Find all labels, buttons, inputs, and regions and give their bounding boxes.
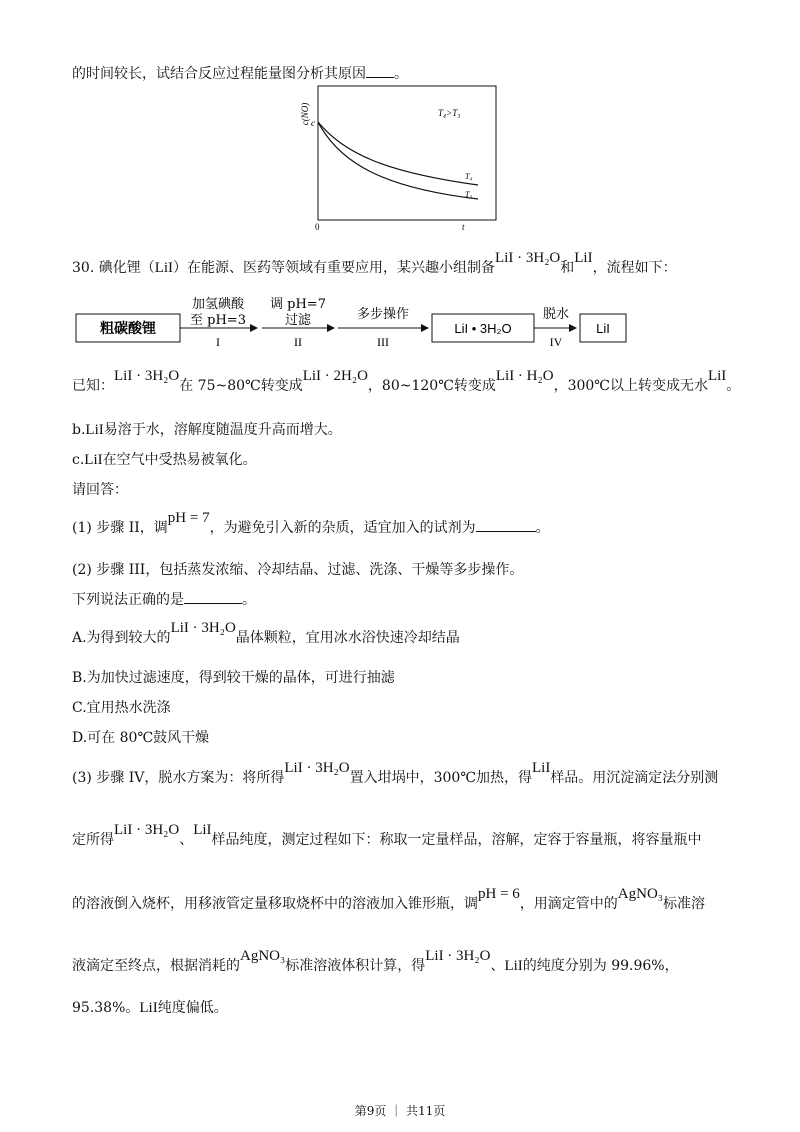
formula-lii-3h2o: LiI · 3H₂O bbox=[284, 760, 350, 776]
formula-ph7: pH = 7 bbox=[167, 510, 210, 526]
graph-origin: 0 bbox=[315, 222, 320, 232]
q3-l5-pre: 95.38%。 bbox=[72, 1000, 140, 1016]
option-a-pre: A.为得到较大的 bbox=[72, 630, 171, 646]
step2-mid: 过滤 bbox=[284, 313, 312, 328]
curve-t4 bbox=[318, 122, 478, 185]
q3-l3-t2: 标准溶 bbox=[663, 896, 706, 912]
step2-num: II bbox=[294, 335, 302, 349]
note-c-pre: c. bbox=[72, 452, 85, 468]
graph-frame bbox=[318, 86, 496, 220]
q1-line bbox=[72, 510, 550, 538]
q3-line-5 bbox=[72, 998, 228, 1018]
answer-blank[interactable] bbox=[184, 591, 242, 604]
q3-l1-t1: 置入坩埚中，300℃加热，得 bbox=[349, 770, 532, 786]
q3-l2-pre: 定所得 bbox=[72, 832, 114, 848]
q2-sub-end: 。 bbox=[242, 592, 256, 608]
q3-l4-pre: 液滴定至终点，根据消耗的 bbox=[72, 958, 240, 974]
formula-lii-3h2o: LiI · 3H₂O bbox=[170, 620, 236, 636]
curve-label-t3: T₃ bbox=[465, 190, 473, 199]
process-flow-diagram bbox=[72, 290, 732, 356]
q30-text1: ）在能源、医药等领域有重要应用，某兴趣小组制备 bbox=[173, 260, 496, 276]
q3-line-3 bbox=[72, 886, 706, 914]
q3-line-2 bbox=[72, 822, 702, 850]
intro-line bbox=[72, 64, 408, 84]
q3-l2-t2: 样品纯度，测定过程如下：称取一定量样品，溶解，定容于容量瓶，将容量瓶中 bbox=[211, 832, 702, 848]
formula-lii-3h2o: LiI · 3H₂O bbox=[114, 822, 180, 838]
formula-lii-h2o: LiI · H₂O bbox=[495, 368, 554, 384]
curve-t3 bbox=[318, 122, 478, 199]
q3-l2-t1: 、 bbox=[179, 832, 194, 848]
q3-l3-pre: 的溶液倒入烧杯，用移液管定量移取烧杯中的溶液加入锥形瓶，调 bbox=[72, 896, 478, 912]
note-b bbox=[72, 420, 342, 440]
step3-num: III bbox=[377, 335, 389, 349]
q2-sub-text: 下列说法正确的是 bbox=[72, 592, 184, 608]
formula-lii-3h2o: LiI · 3H₂O bbox=[114, 368, 180, 384]
known-prefix: 已知： bbox=[72, 378, 114, 394]
option-a[interactable] bbox=[72, 620, 460, 648]
formula-lii-2h2o: LiI · 2H₂O bbox=[302, 368, 368, 384]
graph-ylabel: c(NO) bbox=[300, 102, 310, 126]
answer-prompt: 请回答： bbox=[72, 482, 128, 498]
known-t1: 在 75~80℃转变成 bbox=[179, 378, 303, 394]
step4-top: 脱水 bbox=[542, 307, 570, 322]
formula-agno3: AgNO₃ bbox=[617, 886, 664, 902]
q30-and: 和 bbox=[560, 260, 575, 276]
formula-lii: LiI bbox=[154, 260, 174, 276]
option-d[interactable]: D.可在 80℃鼓风干燥 bbox=[72, 730, 210, 746]
q1-end: 。 bbox=[535, 520, 550, 536]
known-t3: ，300℃以上转变成无水 bbox=[553, 378, 708, 394]
step4-num: IV bbox=[549, 335, 563, 349]
formula-lii-3h2o: LiI · 3H₂O bbox=[425, 948, 491, 964]
q3-l4-t2: 、 bbox=[490, 958, 505, 974]
formula-lii: LiI bbox=[139, 1000, 158, 1016]
option-b[interactable]: B.为加快过滤速度，得到较干燥的晶体，可进行抽滤 bbox=[72, 670, 395, 686]
q30-text2: ，流程如下： bbox=[592, 260, 677, 276]
known-t2: ，80~120℃转变成 bbox=[367, 378, 496, 394]
formula-agno3: AgNO₃ bbox=[240, 948, 286, 964]
q3-l1-t2: 样品。用沉淀滴定法分别测 bbox=[550, 770, 719, 786]
q30-line bbox=[72, 250, 677, 278]
note-b-text: 易溶于水，溶解度随温度升高而增大。 bbox=[103, 422, 342, 438]
curve-label-t4: T₄ bbox=[465, 172, 473, 181]
note-c bbox=[72, 450, 257, 470]
graph-c-label: c bbox=[311, 118, 315, 128]
q3-l3-t1: ，用滴定管中的 bbox=[519, 896, 618, 912]
known-line bbox=[72, 368, 741, 396]
formula-lii: LiI bbox=[193, 822, 212, 838]
graph-xlabel: t bbox=[462, 222, 465, 232]
q3-line-4 bbox=[72, 948, 679, 976]
q2-sub-line bbox=[72, 590, 256, 610]
box-mid-label: LiI • 3H₂O bbox=[454, 321, 512, 336]
step3-top: 多步操作 bbox=[356, 307, 410, 322]
known-t4: 。 bbox=[726, 378, 741, 394]
step1-mid: 至 pH=3 bbox=[190, 313, 246, 328]
intro-text: 的时间较长，试结合反应过程能量图分析其原因 bbox=[72, 66, 366, 82]
intro-end: 。 bbox=[394, 66, 408, 82]
graph-legend: T₄>T₃ bbox=[438, 108, 461, 118]
option-a-text: 晶体颗粒，宜用冰水浴快速冷却结晶 bbox=[235, 630, 460, 646]
q3-l5-text: 纯度偏低。 bbox=[157, 1000, 228, 1016]
step2-top: 调 pH=7 bbox=[270, 297, 326, 312]
formula-lii: LiI bbox=[707, 368, 727, 384]
q1-pre: (1) 步骤 II，调 bbox=[72, 520, 168, 536]
formula-ph6: pH = 6 bbox=[478, 886, 520, 902]
option-c[interactable]: C.宜用热水洗涤 bbox=[72, 700, 171, 716]
step1-num: I bbox=[216, 335, 220, 349]
q30-number: 30. 碘化锂（ bbox=[72, 260, 155, 276]
answer-blank[interactable] bbox=[366, 65, 394, 78]
formula-lii: LiI bbox=[504, 958, 523, 974]
formula-lii-3h2o: LiI · 3H₂O bbox=[495, 250, 561, 266]
note-b-pre: b. bbox=[72, 422, 86, 438]
page-footer: 第9页 ｜ 共11页 bbox=[354, 1104, 446, 1118]
formula-lii: LiI bbox=[574, 250, 593, 266]
step1-top: 加氢碘酸 bbox=[191, 297, 245, 312]
formula-lii: LiI bbox=[85, 422, 104, 438]
q3-l1-pre: (3) 步骤 IV，脱水方案为：将所得 bbox=[72, 770, 285, 786]
q3-line-1 bbox=[72, 760, 719, 788]
box-end-label: LiI bbox=[596, 321, 610, 336]
q1-text: ，为避免引入新的杂质，适宜加入的试剂为 bbox=[209, 520, 476, 536]
q3-l4-t3: 的纯度分别为 99.96%， bbox=[522, 958, 679, 974]
formula-lii: LiI bbox=[84, 452, 103, 468]
q3-l4-t1: 标准溶液体积计算，得 bbox=[285, 958, 426, 974]
box-start-label: 粗碳酸锂 bbox=[100, 321, 156, 337]
q2-line: (2) 步骤 III，包括蒸发浓缩、冷却结晶、过滤、洗涤、干燥等多步操作。 bbox=[72, 562, 524, 578]
answer-blank[interactable] bbox=[476, 519, 536, 532]
concentration-time-graph bbox=[300, 84, 500, 234]
formula-lii: LiI bbox=[531, 760, 551, 776]
note-c-text: 在空气中受热易被氧化。 bbox=[102, 452, 257, 468]
